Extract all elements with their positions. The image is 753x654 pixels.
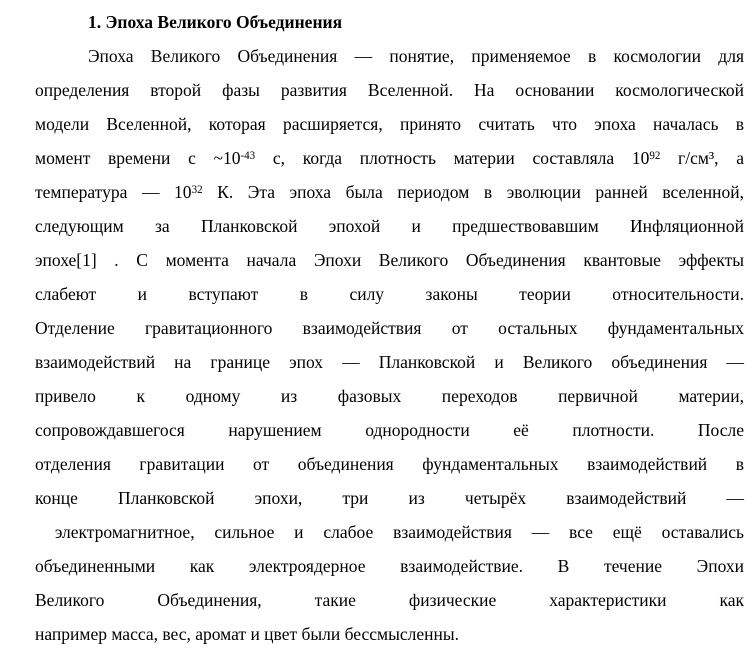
text-line: следующим за Планковской эпохой и предшествовавшим Инфляционной <box>35 216 744 236</box>
text-line: слабеют и вступают в силу законы теории относительности. <box>35 284 744 304</box>
text-line: привело к одному из фазовых переходов первичной материи, <box>35 386 744 406</box>
section-heading: 1. Эпоха Великого Объединения <box>88 12 343 32</box>
text-line: взаимодействий на границе эпох — Планковской и Великого объединения — <box>35 352 744 372</box>
text-line: конце Планковской эпохи, три из четырёх взаимодействий — <box>35 488 744 508</box>
text-line: температура — $10^{32}$ К. Эта эпоха была периодом в эволюции ранней вселенной, <box>35 182 745 202</box>
text-line: Великого Объединения, такие физические характеристики как <box>35 590 744 610</box>
text-line: Эпоха Великого Объединения — понятие, применяемое в космологии для <box>88 46 744 66</box>
text-line: сопровождавшегося нарушением однородности её плотности. После <box>35 420 744 440</box>
text-line: например масса, вес, аромат и цвет были бессмысленны. <box>35 624 460 644</box>
text-line: эпохе[1] . С момента начала Эпохи Великого Объединения квантовые эффекты <box>35 250 744 270</box>
text-line: момент времени с $\sim 10^{-43}$ с, когда плотность материи составляла $10^{92}$ г/см³, а <box>35 148 744 168</box>
text-line: отделения гравитации от объединения фундаментальных взаимодействий в <box>35 454 744 474</box>
text-line: модели Вселенной, которая расширяется, принято считать что эпоха началась в <box>35 114 744 134</box>
text-line: электромагнитное, сильное и слабое взаимодействия — все ещё оставались <box>35 522 744 542</box>
text-line: объединенными как электроядерное взаимодействие. В течение Эпохи <box>35 556 744 576</box>
text-line: определения второй фазы развития Вселенной. На основании космологической <box>35 80 744 100</box>
text-line: Отделение гравитационного взаимодействия от остальных фундаментальных <box>35 318 744 338</box>
body-paragraph <box>35 39 744 651</box>
